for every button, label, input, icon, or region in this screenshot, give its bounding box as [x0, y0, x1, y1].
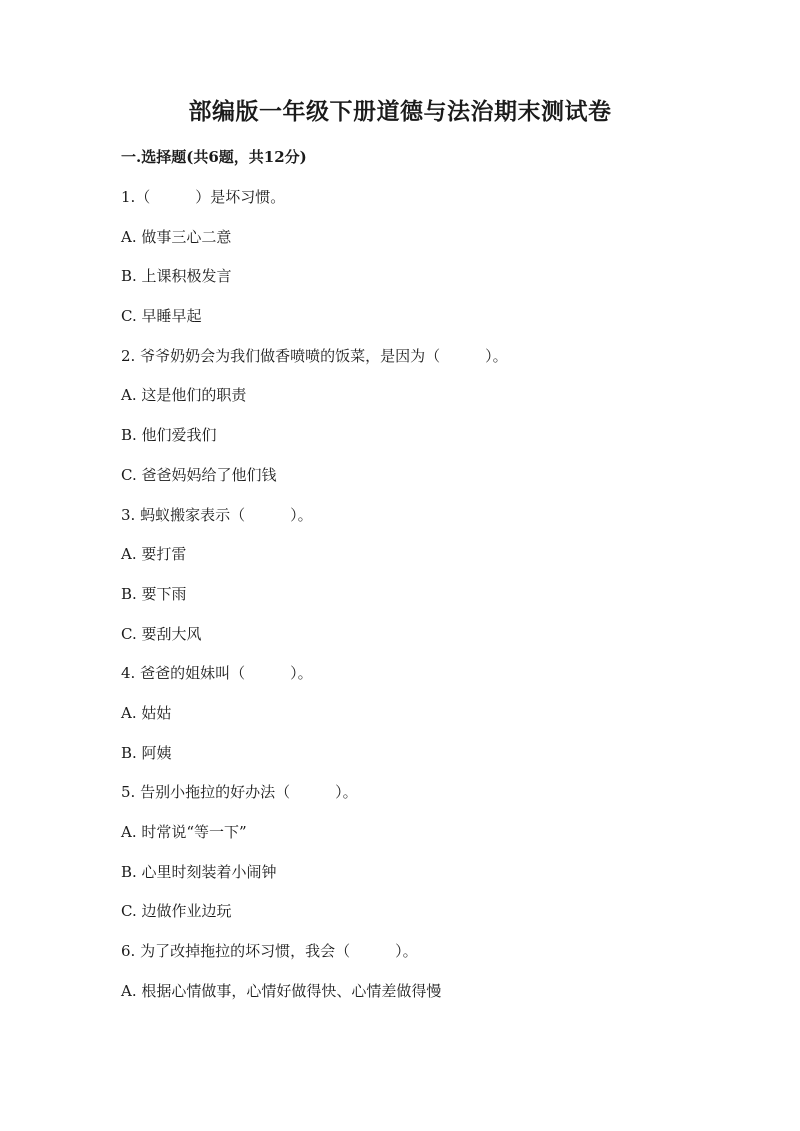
option-6a: A. 根据心情做事，心情好做得快、心情差做得慢	[121, 981, 442, 1000]
option-2c: C. 爸爸妈妈给了他们钱	[121, 465, 277, 484]
option-4b: B. 阿姨	[121, 743, 172, 762]
option-1b: B. 上课积极发言	[121, 267, 232, 286]
option-2b: B. 他们爱我们	[121, 426, 217, 445]
option-3c: C. 要刮大风	[121, 624, 202, 643]
option-5b: B. 心里时刻装着小闹钟	[121, 862, 277, 881]
question-list	[121, 186, 721, 1019]
question-5: 5. 告别小拖拉的好办法（ ）。	[121, 783, 358, 802]
question-4: 4. 爸爸的姐妹叫（ ）。	[121, 664, 313, 683]
question-2: 2. 爷爷奶奶会为我们做香喷喷的饭菜，是因为（ ）。	[121, 346, 508, 365]
option-3b: B. 要下雨	[121, 584, 187, 603]
question-3: 3. 蚂蚁搬家表示（ ）。	[121, 505, 313, 524]
option-2a: A. 这是他们的职责	[121, 386, 247, 405]
option-3a: A. 要打雷	[121, 545, 187, 564]
option-1c: C. 早睡早起	[121, 307, 202, 326]
question-1: 1.（ ）是坏习惯。	[121, 188, 286, 206]
question-6: 6. 为了改掉拖拉的坏习惯，我会（ ）。	[121, 942, 418, 961]
option-5a: A. 时常说“等一下”	[121, 823, 247, 841]
option-5c: C. 边做作业边玩	[121, 902, 232, 921]
option-1a: A. 做事三心二意	[121, 227, 232, 246]
section-heading: 一.选择题(共6题，共12分)	[121, 148, 307, 166]
option-4a: A. 姑姑	[121, 703, 172, 722]
page-title: 部编版一年级下册道德与法治期末测试卷	[188, 98, 612, 125]
